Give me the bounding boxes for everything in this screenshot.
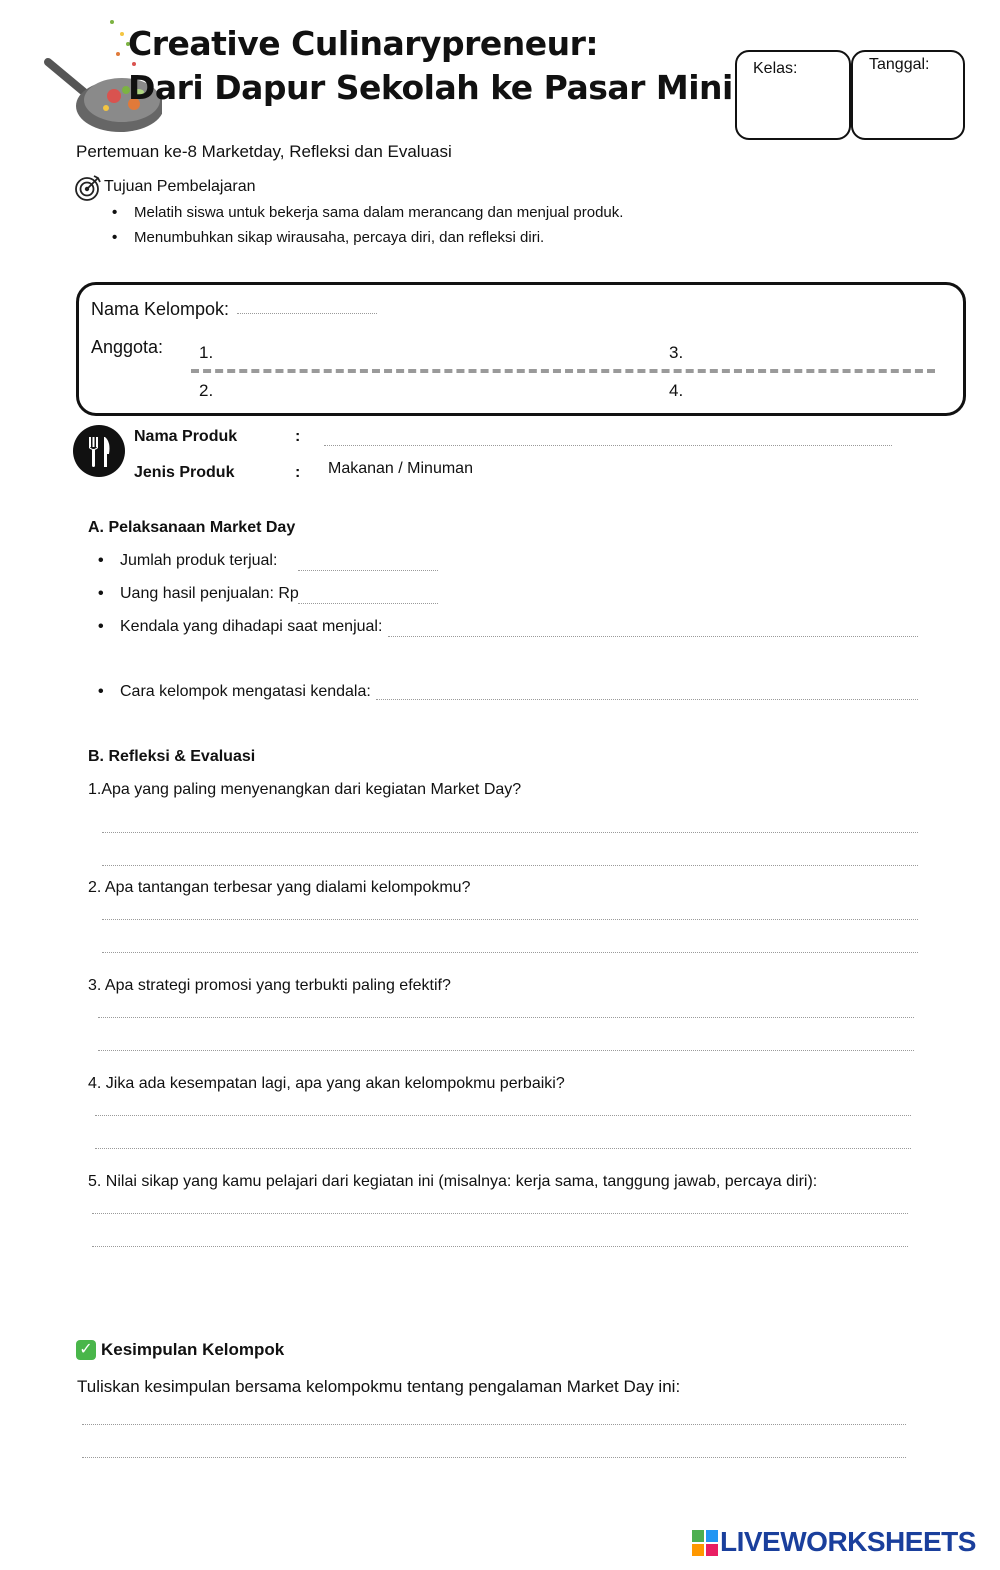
tanggal-label: Tanggal: (869, 56, 930, 73)
section-b-heading: B. Refleksi & Evaluasi (88, 748, 256, 765)
section-a-item-label: • Uang hasil penjualan: Rp (120, 585, 299, 603)
member-2-number: 2. (199, 381, 214, 400)
section-a-item-label: • Cara kelompok mengatasi kendala: (120, 683, 371, 701)
answer-line[interactable] (98, 1017, 914, 1018)
products-sold-field[interactable] (298, 570, 438, 571)
answer-line[interactable] (95, 1115, 911, 1116)
conclusion-answer-line[interactable] (82, 1457, 906, 1458)
section-a-item-label: • Kendala yang dihadapi saat menjual: (120, 618, 382, 636)
sales-revenue-field[interactable] (298, 603, 438, 604)
target-icon (74, 174, 102, 202)
meeting-subtitle: Pertemuan ke-8 Marketday, Refleksi dan Evaluasi (76, 142, 452, 161)
product-name-colon: : (295, 428, 301, 445)
question-text: 5. Nilai sikap yang kamu pelajari dari kegiatan ini (misalnya: kerja sama, tanggung jawab, percaya diri): (88, 1173, 818, 1190)
title-line-1: Creative Culinarypreneur: (128, 24, 599, 63)
section-a-heading: A. Pelaksanaan Market Day (88, 519, 296, 536)
kelas-label: Kelas: (753, 60, 798, 77)
answer-line[interactable] (92, 1213, 908, 1214)
answer-line[interactable] (102, 919, 918, 920)
answer-line[interactable] (102, 952, 918, 953)
answer-line[interactable] (92, 1246, 908, 1247)
conclusion-answer-line[interactable] (82, 1424, 906, 1425)
question-text: 2. Apa tantangan terbesar yang dialami kelompokmu? (88, 879, 471, 896)
section-a-item-label: • Jumlah produk terjual: (120, 552, 277, 570)
member-2-field[interactable] (219, 377, 639, 401)
solutions-field[interactable] (376, 699, 918, 700)
title-line-2: Dari Dapur Sekolah ke Pasar Mini (128, 68, 733, 107)
answer-line[interactable] (102, 832, 918, 833)
member-3-number: 3. (669, 343, 684, 362)
members-divider (191, 369, 935, 373)
member-1-field[interactable] (219, 341, 639, 365)
obstacles-field[interactable] (388, 636, 918, 637)
check-icon: ✓ (76, 1340, 96, 1360)
product-type-value[interactable]: Makanan / Minuman (328, 460, 473, 477)
objectives-heading: Tujuan Pembelajaran (104, 178, 256, 195)
member-3-field[interactable] (689, 341, 929, 365)
answer-line[interactable] (98, 1050, 914, 1051)
tanggal-box[interactable] (851, 50, 965, 140)
group-name-label: Nama Kelompok: (91, 299, 230, 319)
group-name-field[interactable] (237, 313, 377, 314)
liveworksheets-logo-icon (692, 1530, 718, 1556)
answer-line[interactable] (102, 865, 918, 866)
member-1-number: 1. (199, 343, 214, 362)
question-text: 3. Apa strategi promosi yang terbukti paling efektif? (88, 977, 451, 994)
product-name-field[interactable] (324, 445, 892, 446)
member-4-number: 4. (669, 381, 684, 400)
conclusion-heading: Kesimpulan Kelompok (101, 1340, 285, 1359)
product-type-colon: : (295, 464, 301, 481)
question-text: 4. Jika ada kesempatan lagi, apa yang akan kelompokmu perbaiki? (88, 1075, 565, 1092)
product-name-label: Nama Produk (134, 428, 238, 445)
members-label: Anggota: (91, 337, 164, 357)
brand-text[interactable]: LIVEWORKSHEETS (720, 1526, 976, 1557)
conclusion-prompt: Tuliskan kesimpulan bersama kelompokmu tentang pengalaman Market Day ini: (77, 1377, 681, 1396)
fork-knife-icon (72, 424, 126, 478)
objective-item: • Menumbuhkan sikap wirausaha, percaya diri, dan refleksi diri. (134, 229, 544, 246)
kelas-box[interactable] (735, 50, 851, 140)
answer-line[interactable] (95, 1148, 911, 1149)
product-type-label: Jenis Produk (134, 464, 235, 481)
objective-item: • Melatih siswa untuk bekerja sama dalam merancang dan menjual produk. (134, 204, 623, 221)
group-box (76, 282, 966, 416)
question-text: 1.Apa yang paling menyenangkan dari kegiatan Market Day? (88, 781, 522, 798)
member-4-field[interactable] (689, 377, 929, 401)
